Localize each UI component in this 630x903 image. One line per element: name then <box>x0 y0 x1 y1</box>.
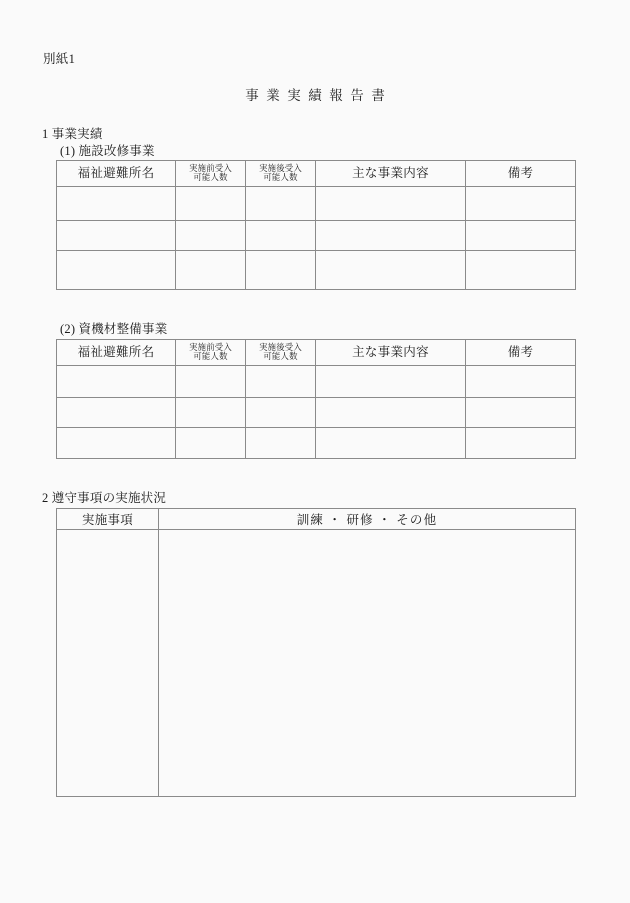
cell-main-content[interactable] <box>316 251 466 290</box>
cell-shelter-name[interactable] <box>57 428 176 459</box>
cell-shelter-name[interactable] <box>57 187 176 221</box>
column-header-shelter-name: 福祉避難所名 <box>57 340 176 366</box>
column-header-main-content: 主な事業内容 <box>316 161 466 187</box>
column-header-capacity-before <box>176 340 246 366</box>
attachment-label: 別紙1 <box>43 52 76 66</box>
column-header-remarks: 備考 <box>466 161 576 187</box>
subsection-heading-equipment-development: (2) 資機材整備事業 <box>60 322 168 336</box>
column-header-capacity-after <box>246 161 316 187</box>
subsection-heading-facility-renovation: (1) 施設改修事業 <box>60 144 155 158</box>
section-heading-business-results: 1 事業実績 <box>42 127 103 141</box>
capacity-before-line1: 実施前受入 <box>189 163 232 173</box>
capacity-after-line2: 可能人数 <box>263 172 298 182</box>
cell-shelter-name[interactable] <box>57 398 176 428</box>
cell-capacity-after[interactable] <box>246 187 316 221</box>
cell-remarks[interactable] <box>466 251 576 290</box>
capacity-before-line2: 可能人数 <box>193 351 228 361</box>
cell-shelter-name[interactable] <box>57 366 176 398</box>
section-heading-compliance-status: 2 遵守事項の実施状況 <box>42 491 167 505</box>
table-header-row <box>57 340 576 366</box>
cell-remarks[interactable] <box>466 398 576 428</box>
capacity-after-line1: 実施後受入 <box>259 342 302 352</box>
capacity-after-line1: 実施後受入 <box>259 163 302 173</box>
cell-remarks[interactable] <box>466 366 576 398</box>
column-header-capacity-before <box>176 161 246 187</box>
cell-remarks[interactable] <box>466 221 576 251</box>
table-row <box>57 366 576 398</box>
table-row <box>57 187 576 221</box>
table-compliance-status <box>56 508 576 797</box>
cell-capacity-before[interactable] <box>176 221 246 251</box>
capacity-before-line1: 実施前受入 <box>189 342 232 352</box>
cell-remarks[interactable] <box>466 187 576 221</box>
cell-capacity-after[interactable] <box>246 428 316 459</box>
column-header-training-and-other: 訓練 ・ 研修 ・ その他 <box>159 509 576 530</box>
column-header-shelter-name: 福祉避難所名 <box>57 161 176 187</box>
cell-capacity-before[interactable] <box>176 251 246 290</box>
cell-capacity-after[interactable] <box>246 366 316 398</box>
table-row <box>57 398 576 428</box>
cell-capacity-after[interactable] <box>246 251 316 290</box>
cell-main-content[interactable] <box>316 398 466 428</box>
table-row <box>57 251 576 290</box>
cell-main-content[interactable] <box>316 221 466 251</box>
cell-capacity-before[interactable] <box>176 428 246 459</box>
column-header-implementation-item: 実施事項 <box>57 509 159 530</box>
capacity-before-line2: 可能人数 <box>193 172 228 182</box>
table-equipment-development <box>56 339 576 459</box>
column-header-main-content: 主な事業内容 <box>316 340 466 366</box>
cell-capacity-after[interactable] <box>246 398 316 428</box>
capacity-after-line2: 可能人数 <box>263 351 298 361</box>
column-header-remarks: 備考 <box>466 340 576 366</box>
table-header-row <box>57 509 576 530</box>
cell-capacity-before[interactable] <box>176 398 246 428</box>
cell-capacity-after[interactable] <box>246 221 316 251</box>
cell-main-content[interactable] <box>316 428 466 459</box>
cell-training-and-other[interactable] <box>159 530 576 797</box>
cell-implementation-item[interactable] <box>57 530 159 797</box>
cell-capacity-before[interactable] <box>176 366 246 398</box>
table-row <box>57 428 576 459</box>
cell-shelter-name[interactable] <box>57 251 176 290</box>
column-header-capacity-after <box>246 340 316 366</box>
table-header-row <box>57 161 576 187</box>
table-row <box>57 221 576 251</box>
page-title: 事業実績報告書 <box>245 88 393 103</box>
table-row <box>57 530 576 797</box>
cell-capacity-before[interactable] <box>176 187 246 221</box>
table-facility-renovation <box>56 160 576 290</box>
cell-remarks[interactable] <box>466 428 576 459</box>
cell-main-content[interactable] <box>316 187 466 221</box>
cell-shelter-name[interactable] <box>57 221 176 251</box>
cell-main-content[interactable] <box>316 366 466 398</box>
